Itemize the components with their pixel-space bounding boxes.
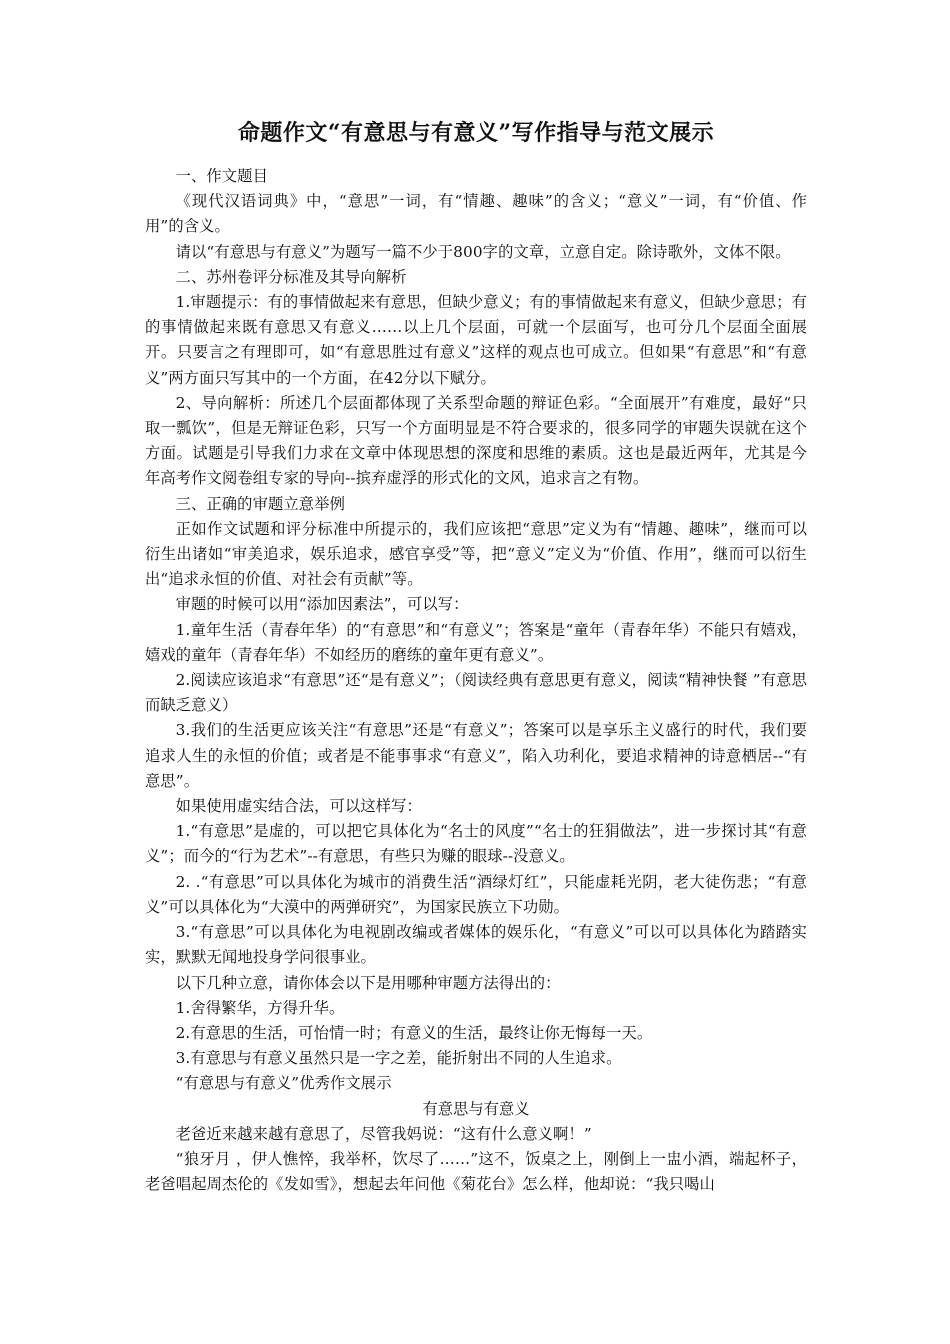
- section-heading-essays: “有意思与有意义”优秀作文展示: [175, 1074, 392, 1093]
- paragraph: 审题的时候可以用“添加因素法”，可以写：: [175, 595, 469, 614]
- paragraph: 以下几种立意，请你体会以下是用哪种审题方法得出的：: [175, 973, 561, 992]
- essay-paragraph: “狼牙月 ，伊人憔悴，我举杯，饮尽了……”这不，饭桌之上，刚倒上一盅小酒，端起杯子，老爸唱起周杰伦的《发如雪》，想起去年问他《菊花台》怎么样，他却说：“我只喝山: [145, 1149, 807, 1194]
- paragraph: 如果使用虚实结合法，可以这样写：: [175, 797, 422, 816]
- list-item: 1.童年生活（青春年华）的“有意思”和“有意义”；答案是“童年（青春年华）不能只有嬉戏，嬉戏的童年（青春年华）不如经历的磨练的童年更有意义”。: [145, 620, 807, 664]
- paragraph: 《现代汉语词典》中，“意思”一词，有“情趣、趣味”的含义；“意义”一词，有“价值、作用”的含义。: [145, 192, 807, 236]
- essay-paragraph: 老爸近来越来越有意思了，尽管我妈说：“这有什么意义啊！”: [175, 1124, 592, 1143]
- list-item: 1.“有意思”是虚的，可以把它具体化为“名士的风度”“名士的狂狷做法”，进一步探讨其“有意义”；而今的“行为艺术”--有意思，有些只为赚的眼球--没意义。: [145, 822, 807, 866]
- essay-title: 有意思与有意义: [422, 1099, 530, 1118]
- list-item: 2.有意思的生活，可怡情一时；有意义的生活，最终让你无悔每一天。: [175, 1023, 653, 1042]
- list-item: 3.“有意思”可以具体化为电视剧改编或者媒体的娱乐化，“有意义”可以可以具体化为踏踏实实，默默无闻地投身学问很事业。: [145, 923, 807, 967]
- list-item: 2. .“有意思”可以具体化为城市的消费生活“酒绿灯红”，只能虚耗光阴，老大徒伤悲；“有意义”可以具体化为“大漠中的两弹研究”，为国家民族立下功勋。: [145, 872, 807, 916]
- list-item: 2.阅读应该追求“有意思”还“是有意义”；（阅读经典有意思更有意义，阅读“精神快餐 ”有意思而缺乏意义）: [145, 671, 807, 715]
- heading-section-3: 三、正确的审题立意举例: [175, 494, 345, 513]
- heading-section-1: 一、作文题目: [175, 167, 268, 185]
- list-item: 1.舍得繁华，方得升华。: [175, 998, 345, 1017]
- paragraph: 2、导向解析：所述几个层面都体现了关系型命题的辩证色彩。“全面展开”有难度，最好“只取一瓢饮”，但是无辩证色彩，只写一个方面明显是不符合要求的，很多同学的审题失误就在这个方面。试题是引导我们力求在文章中体现思想的深度和思维的素质。这也是最近两年，尤其是今年高考作文阅卷组专家的导向--摈弃虚浮的形式化的文风，追求言之有物。: [145, 393, 807, 488]
- paragraph: 正如作文试题和评分标准中所提示的，我们应该把“意思”定义为有“情趣、趣味”，继而可以衍生出诸如“审美追求，娱乐追求，感官享受”等，把“意义”定义为“价值、作用”，继而可以衍生出“追求永恒的价值、对社会有贡献”等。: [145, 519, 807, 589]
- list-item: 3.我们的生活更应该关注“有意思”还是“有意义”；答案可以是享乐主义盛行的时代，我们要追求人生的永恒的价值；或者是不能事事求“有意义”，陷入功利化，要追求精神的诗意栖居--“有意思”。: [145, 721, 807, 790]
- paragraph: 1.审题提示：有的事情做起来有意思，但缺少意义；有的事情做起来有意义，但缺少意思；有的事情做起来既有意思又有意义……以上几个层面，可就一个层面写，也可分几个层面全面展开。只要言之有理即可，如“有意思胜过有意义”这样的观点也可成立。但如果“有意思”和“有意义”两方面只写其中的一个方面，在42分以下赋分。: [145, 293, 807, 387]
- list-item: 3.有意思与有意义虽然只是一字之差，能折射出不同的人生追求。: [175, 1049, 622, 1068]
- paragraph: 请以“有意思与有意义”为题写一篇不少于800字的文章，立意自定。除诗歌外，文体不限。: [175, 242, 791, 261]
- document-title: 命题作文“有意思与有意义”写作指导与范文展示: [237, 120, 715, 146]
- heading-section-2: 二、苏州卷评分标准及其导向解析: [175, 267, 407, 286]
- document-page: [145, 118, 807, 1197]
